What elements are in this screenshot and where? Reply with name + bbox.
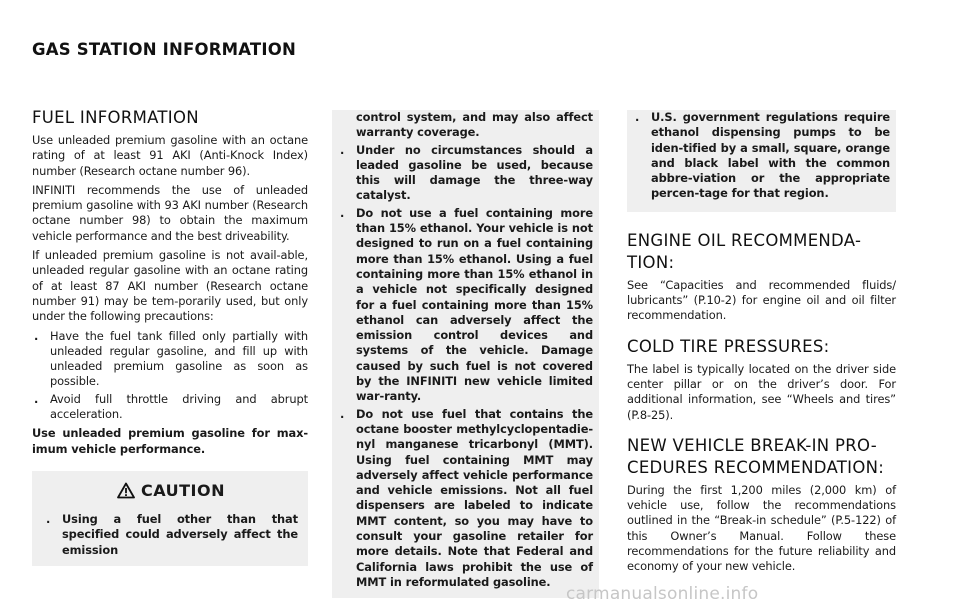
list-item: control system, and may also affect warranty coverage. bbox=[356, 110, 593, 140]
caution-continuation bbox=[332, 110, 599, 598]
fuel-precautions-list bbox=[32, 329, 308, 423]
bullet-icon: . bbox=[635, 110, 640, 124]
bullet-icon: . bbox=[340, 205, 345, 220]
bullet-icon: . bbox=[340, 142, 345, 157]
bullet-icon: . bbox=[46, 511, 51, 526]
column-2 bbox=[332, 110, 599, 598]
list-item: . U.S. government regulations require ethanol dispensing pumps to be iden-tified by a small, square, orange and black label with the common abbre-viation or the appropriate percen-tage for that region. bbox=[635, 110, 890, 201]
premium-note: Use unleaded premium gasoline for max-imum vehicle performance. bbox=[32, 426, 308, 456]
break-in-heading: NEW VEHICLE BREAK-IN PRO- CEDURES RECOMMENDATION: bbox=[627, 435, 885, 477]
list-item: . Do not use a fuel containing more than 15% ethanol. Your vehicle is not designed to run on a fuel containing more than 15% ethanol. Using a fuel containing more than 15% ethanol in a vehicle not specifically designed for a fuel containing more than 15% ethanol can adversely affect the emission control devices and systems of the vehicle. Damage caused by such fuel is not covered by the INFINITI new vehicle limited war-ranty. bbox=[340, 205, 593, 404]
tire-pressure-text: The label is typically located on the driver side center pillar or on the driver’s door. For additional information, see “Wheels and tires” (P.8-25). bbox=[627, 361, 896, 422]
list-item: . Under no circumstances should a leaded gasoline be used, because this will damage the three-way catalyst. bbox=[340, 142, 593, 203]
watermark: carmanualsonline.info bbox=[566, 584, 759, 604]
fuel-paragraph-3: If unleaded premium gasoline is not avail-able, unleaded regular gasoline with an octane rating of at least 87 AKI number (Research octane number 91) may be tem-porarily used, but only under the following precautions: bbox=[32, 248, 308, 324]
column-3 bbox=[627, 110, 896, 579]
warning-triangle-icon bbox=[117, 482, 135, 499]
bullet-icon: . bbox=[34, 328, 39, 343]
caution-title: CAUTION bbox=[141, 480, 225, 500]
caution-box bbox=[32, 471, 308, 566]
bullet-icon: . bbox=[340, 406, 345, 421]
page-title: GAS STATION INFORMATION bbox=[32, 40, 296, 59]
caution-continuation bbox=[627, 110, 896, 212]
fuel-information-heading: FUEL INFORMATION bbox=[32, 108, 199, 127]
list-item: . Have the fuel tank filled only partially with unleaded regular gasoline, and fill up with unleaded premium gasoline as soon as possible. bbox=[34, 328, 308, 389]
list-item: . Do not use fuel that contains the octane booster methylcyclopentadie-nyl manganese tricarbonyl (MMT). Using fuel containing MMT may adversely affect vehicle performance and vehicle emissions. Not all fuel dispensers are labeled to indicate MMT content, so you may have to consult your gasoline retailer for more details. Note that Federal and California laws prohibit the use of MMT in reformulated gasoline. bbox=[340, 406, 593, 589]
tire-pressure-heading: COLD TIRE PRESSURES: bbox=[627, 336, 830, 356]
fuel-paragraph-1: Use unleaded premium gasoline with an octane rating of at least 91 AKI (Anti-Knock Index) number (Research octane number 96). bbox=[32, 133, 308, 178]
list-item: . Avoid full throttle driving and abrupt acceleration. bbox=[34, 391, 308, 422]
column-1 bbox=[32, 107, 308, 566]
break-in-text: During the first 1,200 miles (2,000 km) of vehicle use, follow the recommendations outlined in the “Break-in schedule” (P.5-122) of this Owner’s Manual. Follow these recommendations for the future reliability and economy of your new vehicle. bbox=[627, 482, 896, 574]
engine-oil-text: See “Capacities and recommended fluids/ lubricants” (P.10-2) for engine oil and oil filter recommendation. bbox=[627, 277, 896, 323]
caution-header bbox=[44, 481, 298, 500]
bullet-icon: . bbox=[34, 391, 39, 406]
fuel-paragraph-2: INFINITI recommends the use of unleaded premium gasoline with 93 AKI number (Research octane number 98) to obtain the maximum vehicle performance and the best driveability. bbox=[32, 182, 308, 243]
list-item: . Using a fuel other than that specified could adversely affect the emission bbox=[46, 511, 298, 557]
engine-oil-heading: ENGINE OIL RECOMMENDA- TION: bbox=[627, 230, 862, 272]
